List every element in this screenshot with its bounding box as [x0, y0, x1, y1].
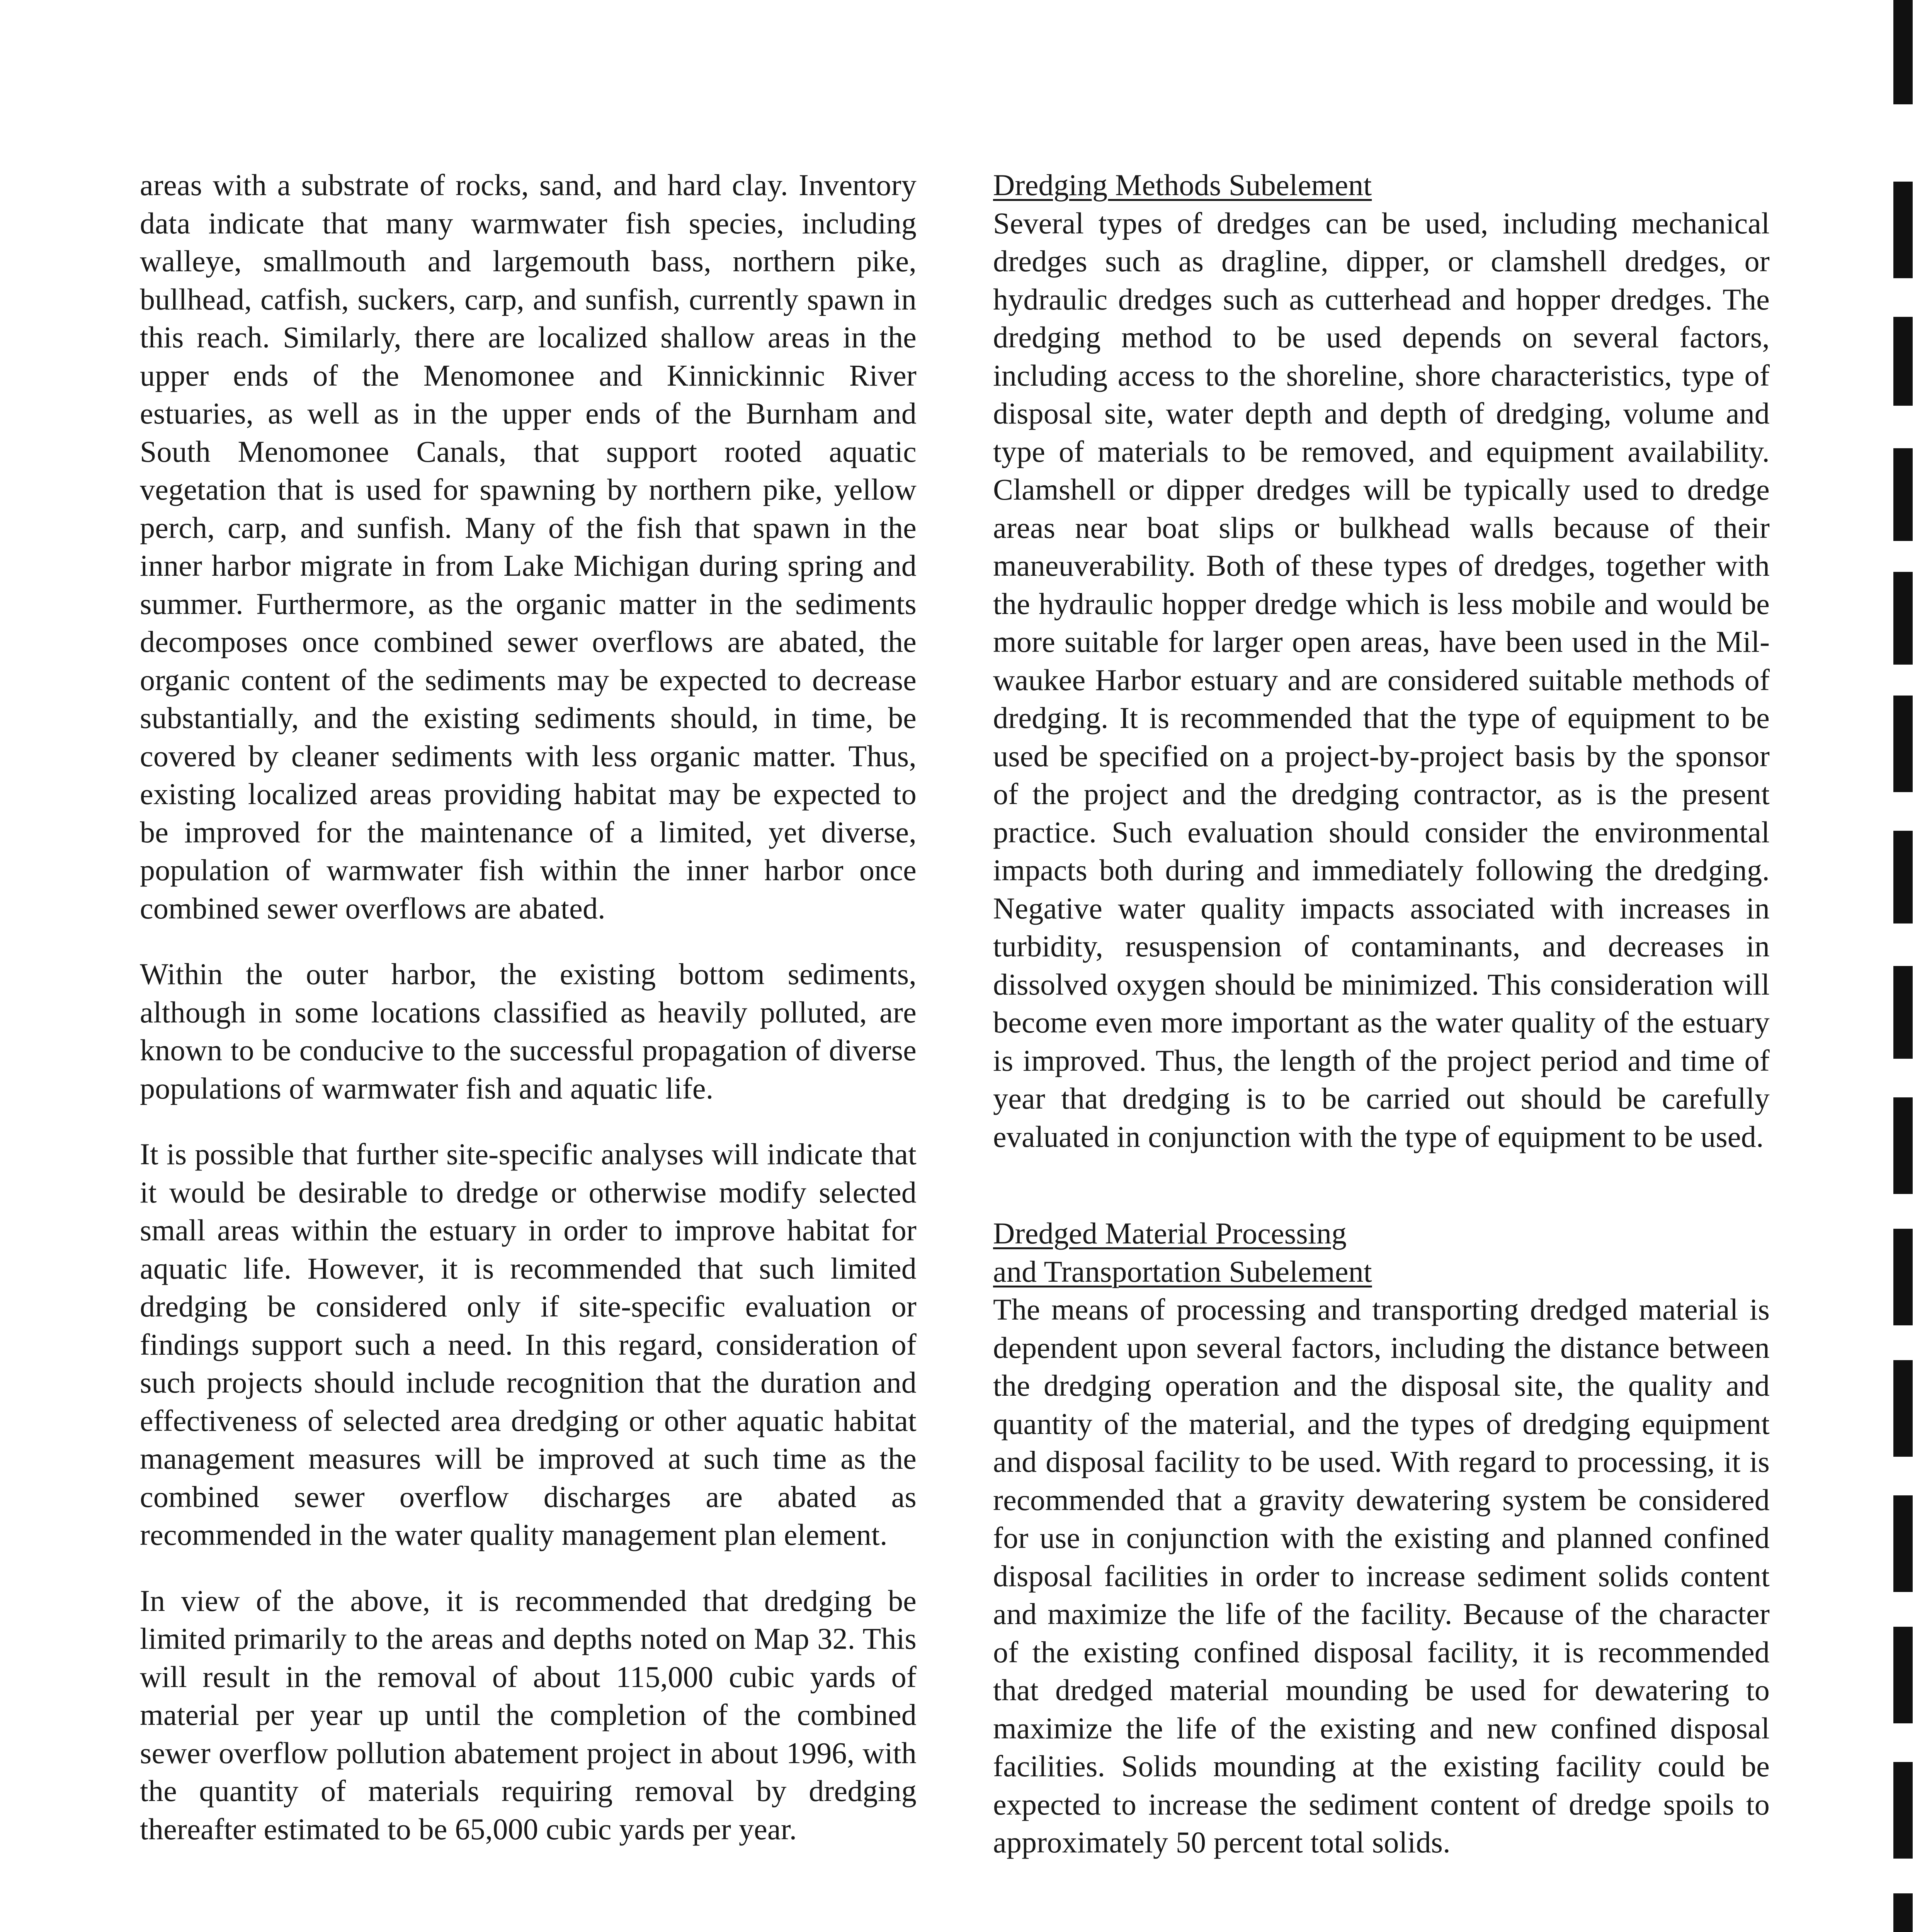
margin-scan-marks	[1893, 0, 1924, 1932]
margin-mark	[1893, 1097, 1913, 1194]
margin-mark	[1893, 317, 1913, 406]
margin-mark	[1893, 182, 1913, 278]
processing-transportation-body: The means of processing and transporting dredged material is dependent upon several factors, including the distance between the dredging operation and the disposal site, the quality and quantity of the material, and the types of dredging equipment and disposal facility to be used. With regard to processing, it is recommended that a gravity dewatering system be considered for use in conjunction with the existing and planned confined disposal facilities in order to increase sediment solids content and maximize the life of the facility. Because of the character of the existing confined disposal facility, it is recommended that dredged material mounding be used for dewatering to maximize the life of the existing and new confined disposal facilities. Solids mounding at the existing facility could be expected to increase the sediment content of dredge spoils to approximately 50 percent total solids.	[993, 1293, 1770, 1859]
margin-mark	[1893, 1495, 1913, 1592]
left-column	[140, 166, 917, 1876]
margin-mark	[1893, 1627, 1913, 1723]
section-heading-dredging-methods: Dredging Methods Subelement	[993, 168, 1372, 202]
margin-mark	[1893, 448, 1913, 541]
section-heading-processing-line-1: Dredged Material Processing	[993, 1216, 1347, 1250]
margin-mark	[1893, 966, 1913, 1059]
margin-mark	[1893, 1229, 1913, 1325]
margin-mark	[1893, 696, 1913, 792]
margin-mark	[1893, 831, 1913, 923]
body-paragraph-3: It is possible that further site-specific analyses will indicate that it would be desirable to dredge or otherwise modify selected small areas within the estuary in order to improve habitat for aquatic life. However, it is recommended that such limited dredging be considered only if site-specific evaluation or findings support such a need. In this regard, consideration of such projects should include recognition that the duration and effectiveness of selected area dredging or other aquatic habitat management measures will be improved at such time as the combined sewer overflow discharges are abated as recommended in the water quality management plan element.	[140, 1137, 917, 1551]
margin-mark	[1893, 1762, 1913, 1859]
section-spacer	[993, 1184, 1770, 1214]
margin-mark	[1893, 572, 1913, 665]
right-column	[993, 166, 1770, 1889]
body-paragraph-4: In view of the above, it is recommended that dredging be limited primarily to the areas and depths noted on Map 32. This will result in the removal of about 115,000 cubic yards of material per year up until the completion of the combined sewer overflow pollution abatement project in about 1996, with the quantity of materials requiring removal by dredging thereafter estimated to be 65,000 cubic yards per year.	[140, 1583, 917, 1846]
body-paragraph-1: areas with a substrate of rocks, sand, and hard clay. Inventory data indicate that many warmwater fish species, including walleye, smallmouth and largemouth bass, northern pike, bullhead, catfish, suckers, carp, and sunfish, currently spawn in this reach. Similarly, there are localized shallow areas in the upper ends of the Menomonee and Kinnickinnic River estuaries, as well as in the upper ends of the Burnham and South Menomonee Canals, that support rooted aquatic vegetation that is used for spawning by northern pike, yellow perch, carp, and sunfish. Many of the fish that spawn in the inner harbor migrate in from Lake Michigan during spring and summer. Furthermore, as the organic matter in the sediments decomposes once combined sewer overflows are abated, the organic content of the sediments may be expected to decrease substantially, and the existing sediments should, in time, be covered by cleaner sediments with less organic matter. Thus, existing localized areas providing habitat may be expected to be improved for the maintenance of a limited, yet diverse, population of warmwater fish within the inner harbor once combined sewer overflows are abated.	[140, 168, 917, 925]
margin-mark	[1893, 1360, 1913, 1457]
dredging-methods-body: Several types of dredges can be used, including mechanical dredges such as dragline, dipper, or clamshell dredges, or hydraulic dredges such as cutterhead and hopper dredges. The dredging method to be used depends on several factors, including access to the shoreline, shore characteristics, type of disposal site, water depth and depth of dredging, volume and type of materials to be removed, and equipment availability. Clamshell or dipper dredges will be typically used to dredge areas near boat slips or bulkhead walls because of their maneuverability. Both of these types of dredges, together with the hydraulic hopper dredge which is less mobile and would be more suitable for larger open areas, have been used in the Milwaukee Harbor estuary and are considered suitable methods of dredging. It is recommended that the type of equipment to be used be specified on a project-by-project basis by the sponsor of the project and the dredging contractor, as is the present practice. Such evaluation should consider the environmental impacts both during and immediately following the dredging. Negative water quality impacts associated with increases in turbidity, resuspension of contaminants, and decreases in dissolved oxygen should be minimized. This consideration will become even more important as the water quality of the estuary is improved. Thus, the length of the project period and time of year that dredging is to be carried out should be carefully evaluated in conjunction with the type of equipment to be used.	[993, 206, 1770, 1153]
margin-mark	[1893, 1893, 1913, 1932]
section-heading-processing-line-2: and Transportation Subelement	[993, 1254, 1372, 1288]
margin-mark	[1893, 0, 1913, 104]
body-paragraph-2: Within the outer harbor, the existing bottom sediments, although in some locations classified as heavily polluted, are known to be conducive to the successful propagation of diverse populations of warmwater fish and aquatic life.	[140, 957, 917, 1105]
